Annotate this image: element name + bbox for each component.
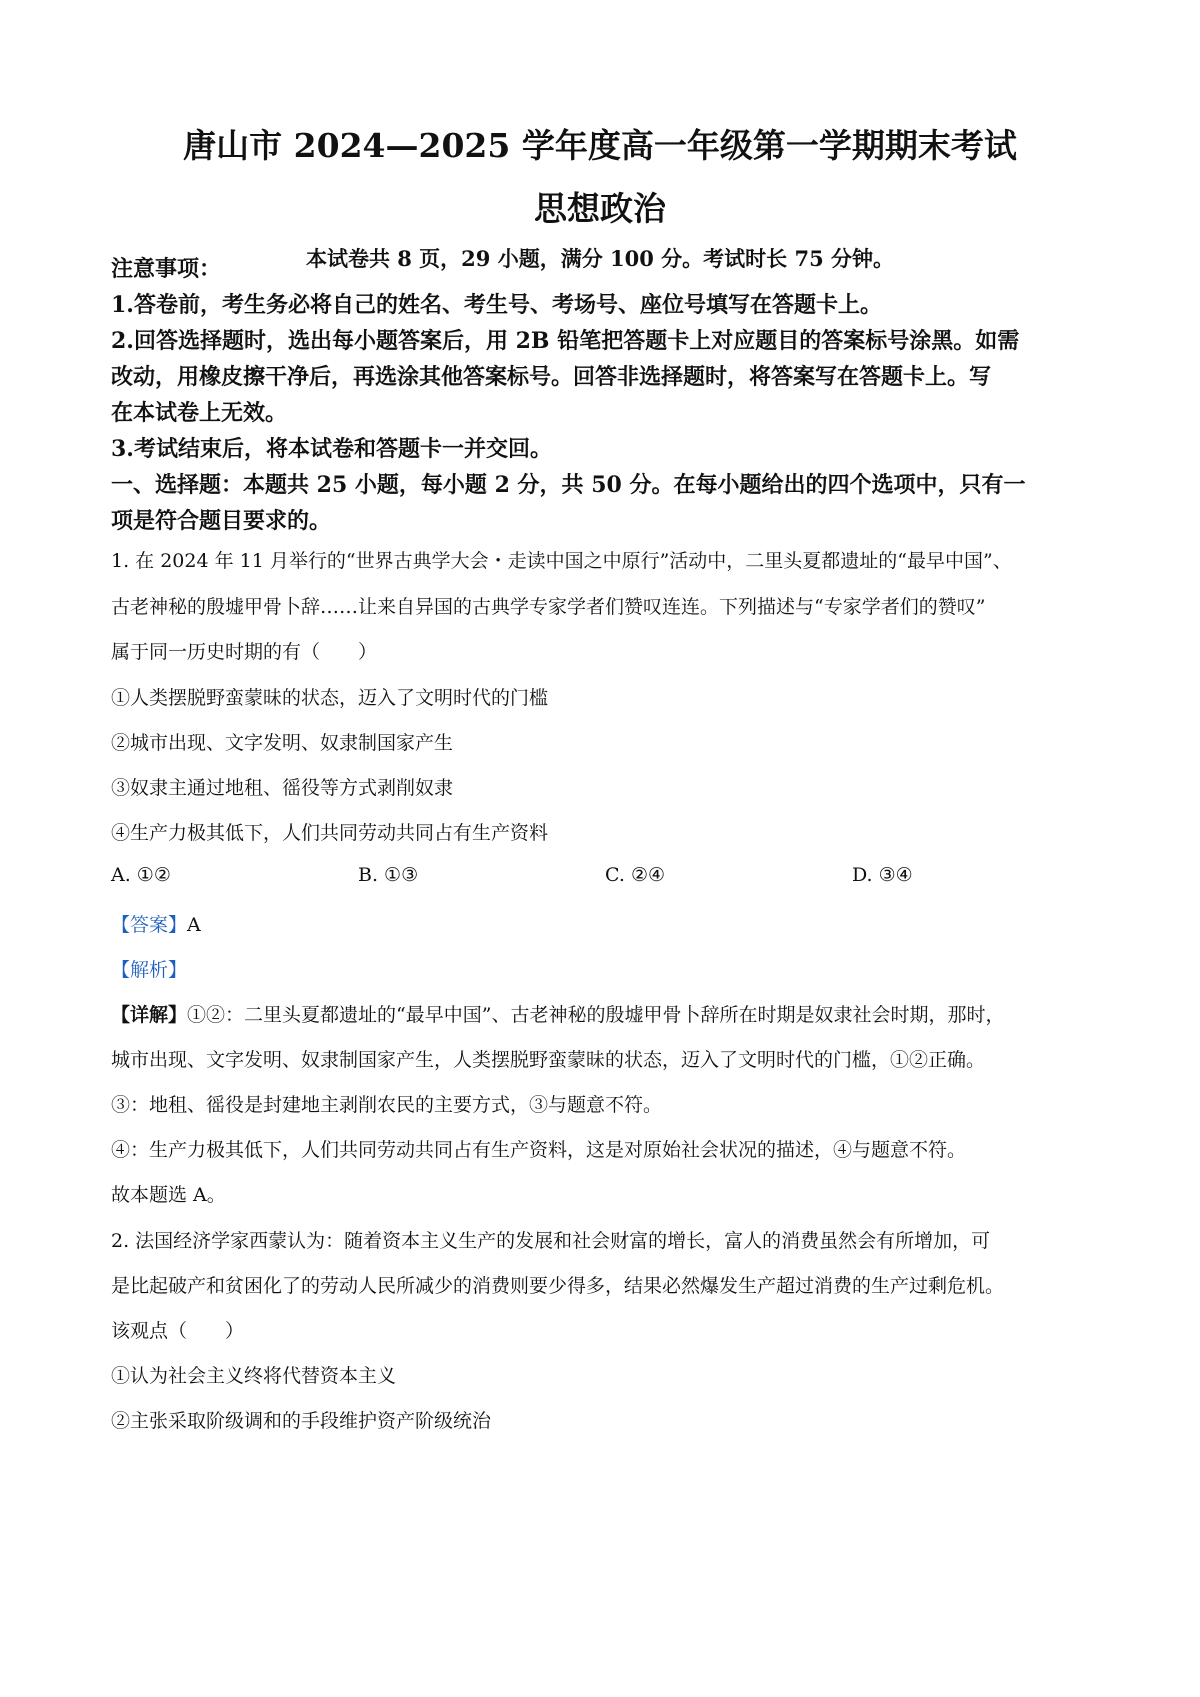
detail-text: ①②：二里头夏都遗址的“最早中国”、古老神秘的殷墟甲骨卜辞所在时期是奴隶社会时期，那时， xyxy=(187,1004,1005,1026)
question-item: ①认为社会主义终将代替资本主义 xyxy=(111,1365,397,1387)
section-heading: 项是符合题目要求的。 xyxy=(111,508,332,534)
notice-line: 3.考试结束后，将本试卷和答题卡一并交回。 xyxy=(111,436,552,462)
question-stem: 是比起破产和贫困化了的劳动人民所减少的消费则要少得多，结果必然爆发生产超过消费的生产过剩危机。 xyxy=(111,1275,1005,1297)
question-stem: 属于同一历史时期的有（ ） xyxy=(111,641,378,663)
detail-line: ④：生产力极其低下，人们共同劳动共同占有生产资料，这是对原始社会状况的描述，④与题意不符。 xyxy=(111,1139,967,1161)
section-heading: 一、选择题：本题共 25 小题，每小题 2 分，共 50 分。在每小题给出的四个选项中，只有一 xyxy=(111,472,1026,498)
option-d: D. ③④ xyxy=(852,864,913,886)
detail-line: 城市出现、文字发明、奴隶制国家产生，人类摆脱野蛮蒙昧的状态，迈入了文明时代的门槛，①②正确。 xyxy=(111,1049,986,1071)
option-b: B. ①③ xyxy=(358,864,419,886)
question-stem: 1. 在 2024 年 11 月举行的“世界古典学大会・走读中国之中原行”活动中，二里头夏都遗址的“最早中国”、 xyxy=(111,550,1012,572)
notice-heading: 注意事项： xyxy=(111,256,222,282)
notice-line: 改动，用橡皮擦干净后，再选涂其他答案标号。回答非选择题时，将答案写在答题卡上。写 xyxy=(111,364,992,390)
option-a: A. ①② xyxy=(111,864,171,886)
detail-tag: 【详解】 xyxy=(111,1004,188,1026)
detail-line: ③：地租、徭役是封建地主剥削农民的主要方式，③与题意不符。 xyxy=(111,1094,663,1116)
notice-line: 1.答卷前，考生务必将自己的姓名、考生号、考场号、座位号填写在答题卡上。 xyxy=(111,292,882,318)
question-item: ②城市出现、文字发明、奴隶制国家产生 xyxy=(111,732,454,754)
question-item: ②主张采取阶级调和的手段维护资产阶级统治 xyxy=(111,1410,492,1432)
exam-info: 本试卷共 8 页，29 小题，满分 100 分。考试时长 75 分钟。 xyxy=(305,246,895,271)
detail-line xyxy=(111,1000,1101,1027)
question-item: ①人类摆脱野蛮蒙昧的状态，迈入了文明时代的门槛 xyxy=(111,687,549,709)
subject-title: 思想政治 xyxy=(534,189,666,228)
notice-line: 在本试卷上无效。 xyxy=(111,400,288,426)
question-stem: 2. 法国经济学家西蒙认为：随着资本主义生产的发展和社会财富的增长，富人的消费虽然会有所增加，可 xyxy=(111,1230,991,1252)
notice-line: 2.回答选择题时，选出每小题答案后，用 2B 铅笔把答题卡上对应题目的答案标号涂黑。如需 xyxy=(111,328,1020,354)
option-c: C. ②④ xyxy=(605,864,666,886)
answer-line xyxy=(111,910,1101,937)
detail-line: 故本题选 A。 xyxy=(111,1184,226,1206)
question-stem: 古老神秘的殷墟甲骨卜辞……让来自异国的古典学专家学者们赞叹连连。下列描述与“专家学者们的赞叹” xyxy=(111,596,986,618)
question-item: ④生产力极其低下，人们共同劳动共同占有生产资料 xyxy=(111,822,549,844)
answer-value: A xyxy=(187,914,201,936)
exam-title: 唐山市 2024—2025 学年度高一年级第一学期期末考试 xyxy=(183,126,1017,165)
answer-tag: 【答案】 xyxy=(111,914,188,936)
question-item: ③奴隶主通过地租、徭役等方式剥削奴隶 xyxy=(111,777,454,799)
analysis-tag: 【解析】 xyxy=(111,959,188,981)
question-stem: 该观点（ ） xyxy=(111,1320,245,1342)
